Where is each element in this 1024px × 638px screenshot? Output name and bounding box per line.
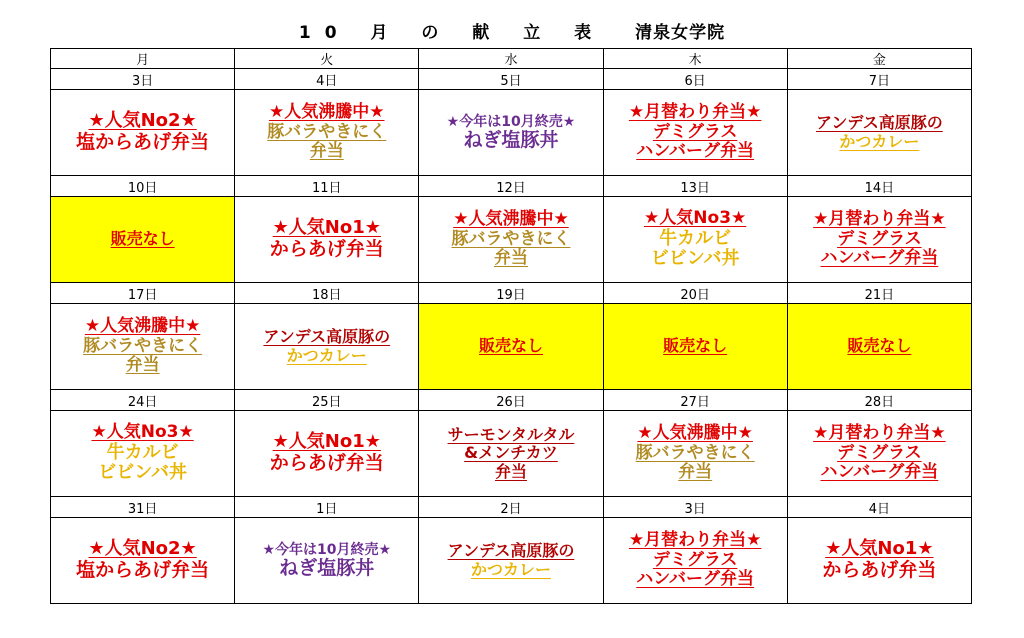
page-title xyxy=(0,18,1024,43)
weekday-mon: 月 xyxy=(51,49,235,69)
date-row xyxy=(51,176,972,197)
meal-cell xyxy=(787,411,971,497)
meal-tag: ★月替わり弁当★ xyxy=(628,530,762,551)
date-cell: 3日 xyxy=(603,497,787,518)
meal-tag: ★人気No3★ xyxy=(644,208,747,229)
meal-name: ビビンバ丼 xyxy=(650,248,740,270)
meal-tag: ★人気沸騰中★ xyxy=(637,423,753,444)
meal-cell xyxy=(603,518,787,604)
meal-name: 弁当 xyxy=(125,355,160,376)
meal-name: アンデス高原豚の xyxy=(816,113,943,133)
meal-cell xyxy=(603,90,787,176)
meal-tag: ★人気No1★ xyxy=(272,217,381,239)
meal-name: アンデス高原豚の xyxy=(447,541,575,561)
date-cell: 2日 xyxy=(419,497,603,518)
sold-out-cell xyxy=(419,304,603,390)
meal-name: デミグラス xyxy=(837,442,922,463)
date-cell: 18日 xyxy=(235,283,419,304)
date-cell: 26日 xyxy=(419,390,603,411)
meal-cell xyxy=(51,304,235,390)
date-cell: 10日 xyxy=(51,176,235,197)
meal-name: ねぎ塩豚丼 xyxy=(279,556,375,579)
meal-name: デミグラス xyxy=(652,549,738,570)
meal-tag: ★月替わり弁当★ xyxy=(813,209,946,230)
date-cell: 14日 xyxy=(787,176,971,197)
weekday-header-row xyxy=(51,49,972,69)
date-cell: 31日 xyxy=(51,497,235,518)
meal-name: 弁当 xyxy=(678,462,713,483)
meal-row xyxy=(51,518,972,604)
meal-name: かつカレー xyxy=(286,345,367,365)
sold-out-cell xyxy=(787,304,971,390)
meal-name: デミグラス xyxy=(837,228,922,249)
meal-name: ハンバーグ弁当 xyxy=(820,248,939,269)
date-cell: 21日 xyxy=(787,283,971,304)
sold-out-label: 販売なし xyxy=(663,336,728,356)
date-row xyxy=(51,390,972,411)
meal-name: ねぎ塩豚丼 xyxy=(463,128,559,151)
meal-tag: ★人気No3★ xyxy=(91,422,194,443)
meal-name: アンデス高原豚の xyxy=(263,327,391,347)
meal-name: ハンバーグ弁当 xyxy=(636,569,755,590)
meal-name: かつカレー xyxy=(839,131,920,151)
meal-name: デミグラス xyxy=(652,121,738,142)
meal-row xyxy=(51,197,972,283)
sold-out-label: 販売なし xyxy=(478,336,543,356)
meal-name: 豚バラやきにく xyxy=(635,442,755,463)
meal-cell xyxy=(51,411,235,497)
meal-name: からあげ弁当 xyxy=(269,451,384,474)
date-cell: 1日 xyxy=(235,497,419,518)
meal-name: 豚バラやきにく xyxy=(267,121,387,142)
weekday-wed: 水 xyxy=(419,49,603,69)
meal-tag: ★人気沸騰中★ xyxy=(453,209,569,230)
meal-tag: ★月替わり弁当★ xyxy=(628,102,762,123)
meal-name: 弁当 xyxy=(494,461,527,481)
date-cell: 25日 xyxy=(235,390,419,411)
date-cell: 5日 xyxy=(419,69,603,90)
meal-cell xyxy=(235,304,419,390)
date-cell: 27日 xyxy=(603,390,787,411)
meal-name: 牛カルビ xyxy=(659,227,732,249)
menu-calendar-table xyxy=(50,48,972,604)
meal-row xyxy=(51,90,972,176)
title-school: 清泉女学院 xyxy=(635,23,726,43)
meal-name: ハンバーグ弁当 xyxy=(820,462,939,483)
meal-tag: ★月替わり弁当★ xyxy=(813,423,946,444)
date-cell: 28日 xyxy=(787,390,971,411)
date-cell: 4日 xyxy=(235,69,419,90)
meal-name: サーモンタルタル xyxy=(447,424,575,444)
meal-name: 塩からあげ弁当 xyxy=(76,558,210,581)
meal-tag: ★人気No2★ xyxy=(88,110,197,132)
meal-cell xyxy=(787,197,971,283)
date-cell: 3日 xyxy=(51,69,235,90)
meal-name: ハンバーグ弁当 xyxy=(636,141,755,162)
meal-cell xyxy=(51,518,235,604)
date-cell: 6日 xyxy=(603,69,787,90)
meal-cell xyxy=(419,411,603,497)
date-cell: 7日 xyxy=(787,69,971,90)
meal-cell xyxy=(603,411,787,497)
date-row xyxy=(51,497,972,518)
meal-name: からあげ弁当 xyxy=(269,237,384,260)
meal-tag: ★人気No1★ xyxy=(825,538,934,560)
sold-out-cell xyxy=(603,304,787,390)
meal-row xyxy=(51,304,972,390)
weekday-fri: 金 xyxy=(787,49,971,69)
date-cell: 20日 xyxy=(603,283,787,304)
sold-out-label: 販売なし xyxy=(110,229,175,249)
meal-cell xyxy=(235,197,419,283)
sold-out-label: 販売なし xyxy=(847,336,912,356)
meal-cell xyxy=(235,518,419,604)
meal-name: ビビンバ丼 xyxy=(98,462,187,484)
meal-cell xyxy=(235,90,419,176)
meal-cell xyxy=(603,197,787,283)
meal-name: かつカレー xyxy=(470,559,551,579)
date-row xyxy=(51,283,972,304)
meal-name: &メンチカツ xyxy=(464,443,558,463)
meal-tag: ★今年は10月終売★ xyxy=(262,541,392,558)
sold-out-cell xyxy=(51,197,235,283)
date-cell: 24日 xyxy=(51,390,235,411)
date-cell: 4日 xyxy=(787,497,971,518)
meal-tag: ★人気No2★ xyxy=(88,538,197,560)
date-row xyxy=(51,69,972,90)
meal-name: 豚バラやきにく xyxy=(83,335,203,356)
meal-name: 豚バラやきにく xyxy=(451,228,571,249)
date-cell: 17日 xyxy=(51,283,235,304)
meal-cell xyxy=(235,411,419,497)
meal-name: 弁当 xyxy=(309,141,344,162)
weekday-thu: 木 xyxy=(603,49,787,69)
meal-cell xyxy=(787,518,971,604)
title-month: 10 月 の 献 立 表 xyxy=(298,23,606,43)
meal-name: 塩からあげ弁当 xyxy=(76,130,210,153)
meal-tag: ★今年は10月終売★ xyxy=(446,113,576,130)
meal-name: 弁当 xyxy=(493,248,528,269)
meal-name: 牛カルビ xyxy=(106,441,179,463)
meal-tag: ★人気No1★ xyxy=(272,431,381,453)
meal-tag: ★人気沸騰中★ xyxy=(84,316,201,337)
date-cell: 12日 xyxy=(419,176,603,197)
meal-cell xyxy=(51,90,235,176)
meal-tag: ★人気沸騰中★ xyxy=(269,102,385,123)
meal-cell xyxy=(419,197,603,283)
meal-cell xyxy=(419,518,603,604)
date-cell: 11日 xyxy=(235,176,419,197)
meal-cell xyxy=(419,90,603,176)
meal-cell xyxy=(787,90,971,176)
weekday-tue: 火 xyxy=(235,49,419,69)
date-cell: 19日 xyxy=(419,283,603,304)
meal-row xyxy=(51,411,972,497)
date-cell: 13日 xyxy=(603,176,787,197)
meal-name: からあげ弁当 xyxy=(822,558,937,581)
